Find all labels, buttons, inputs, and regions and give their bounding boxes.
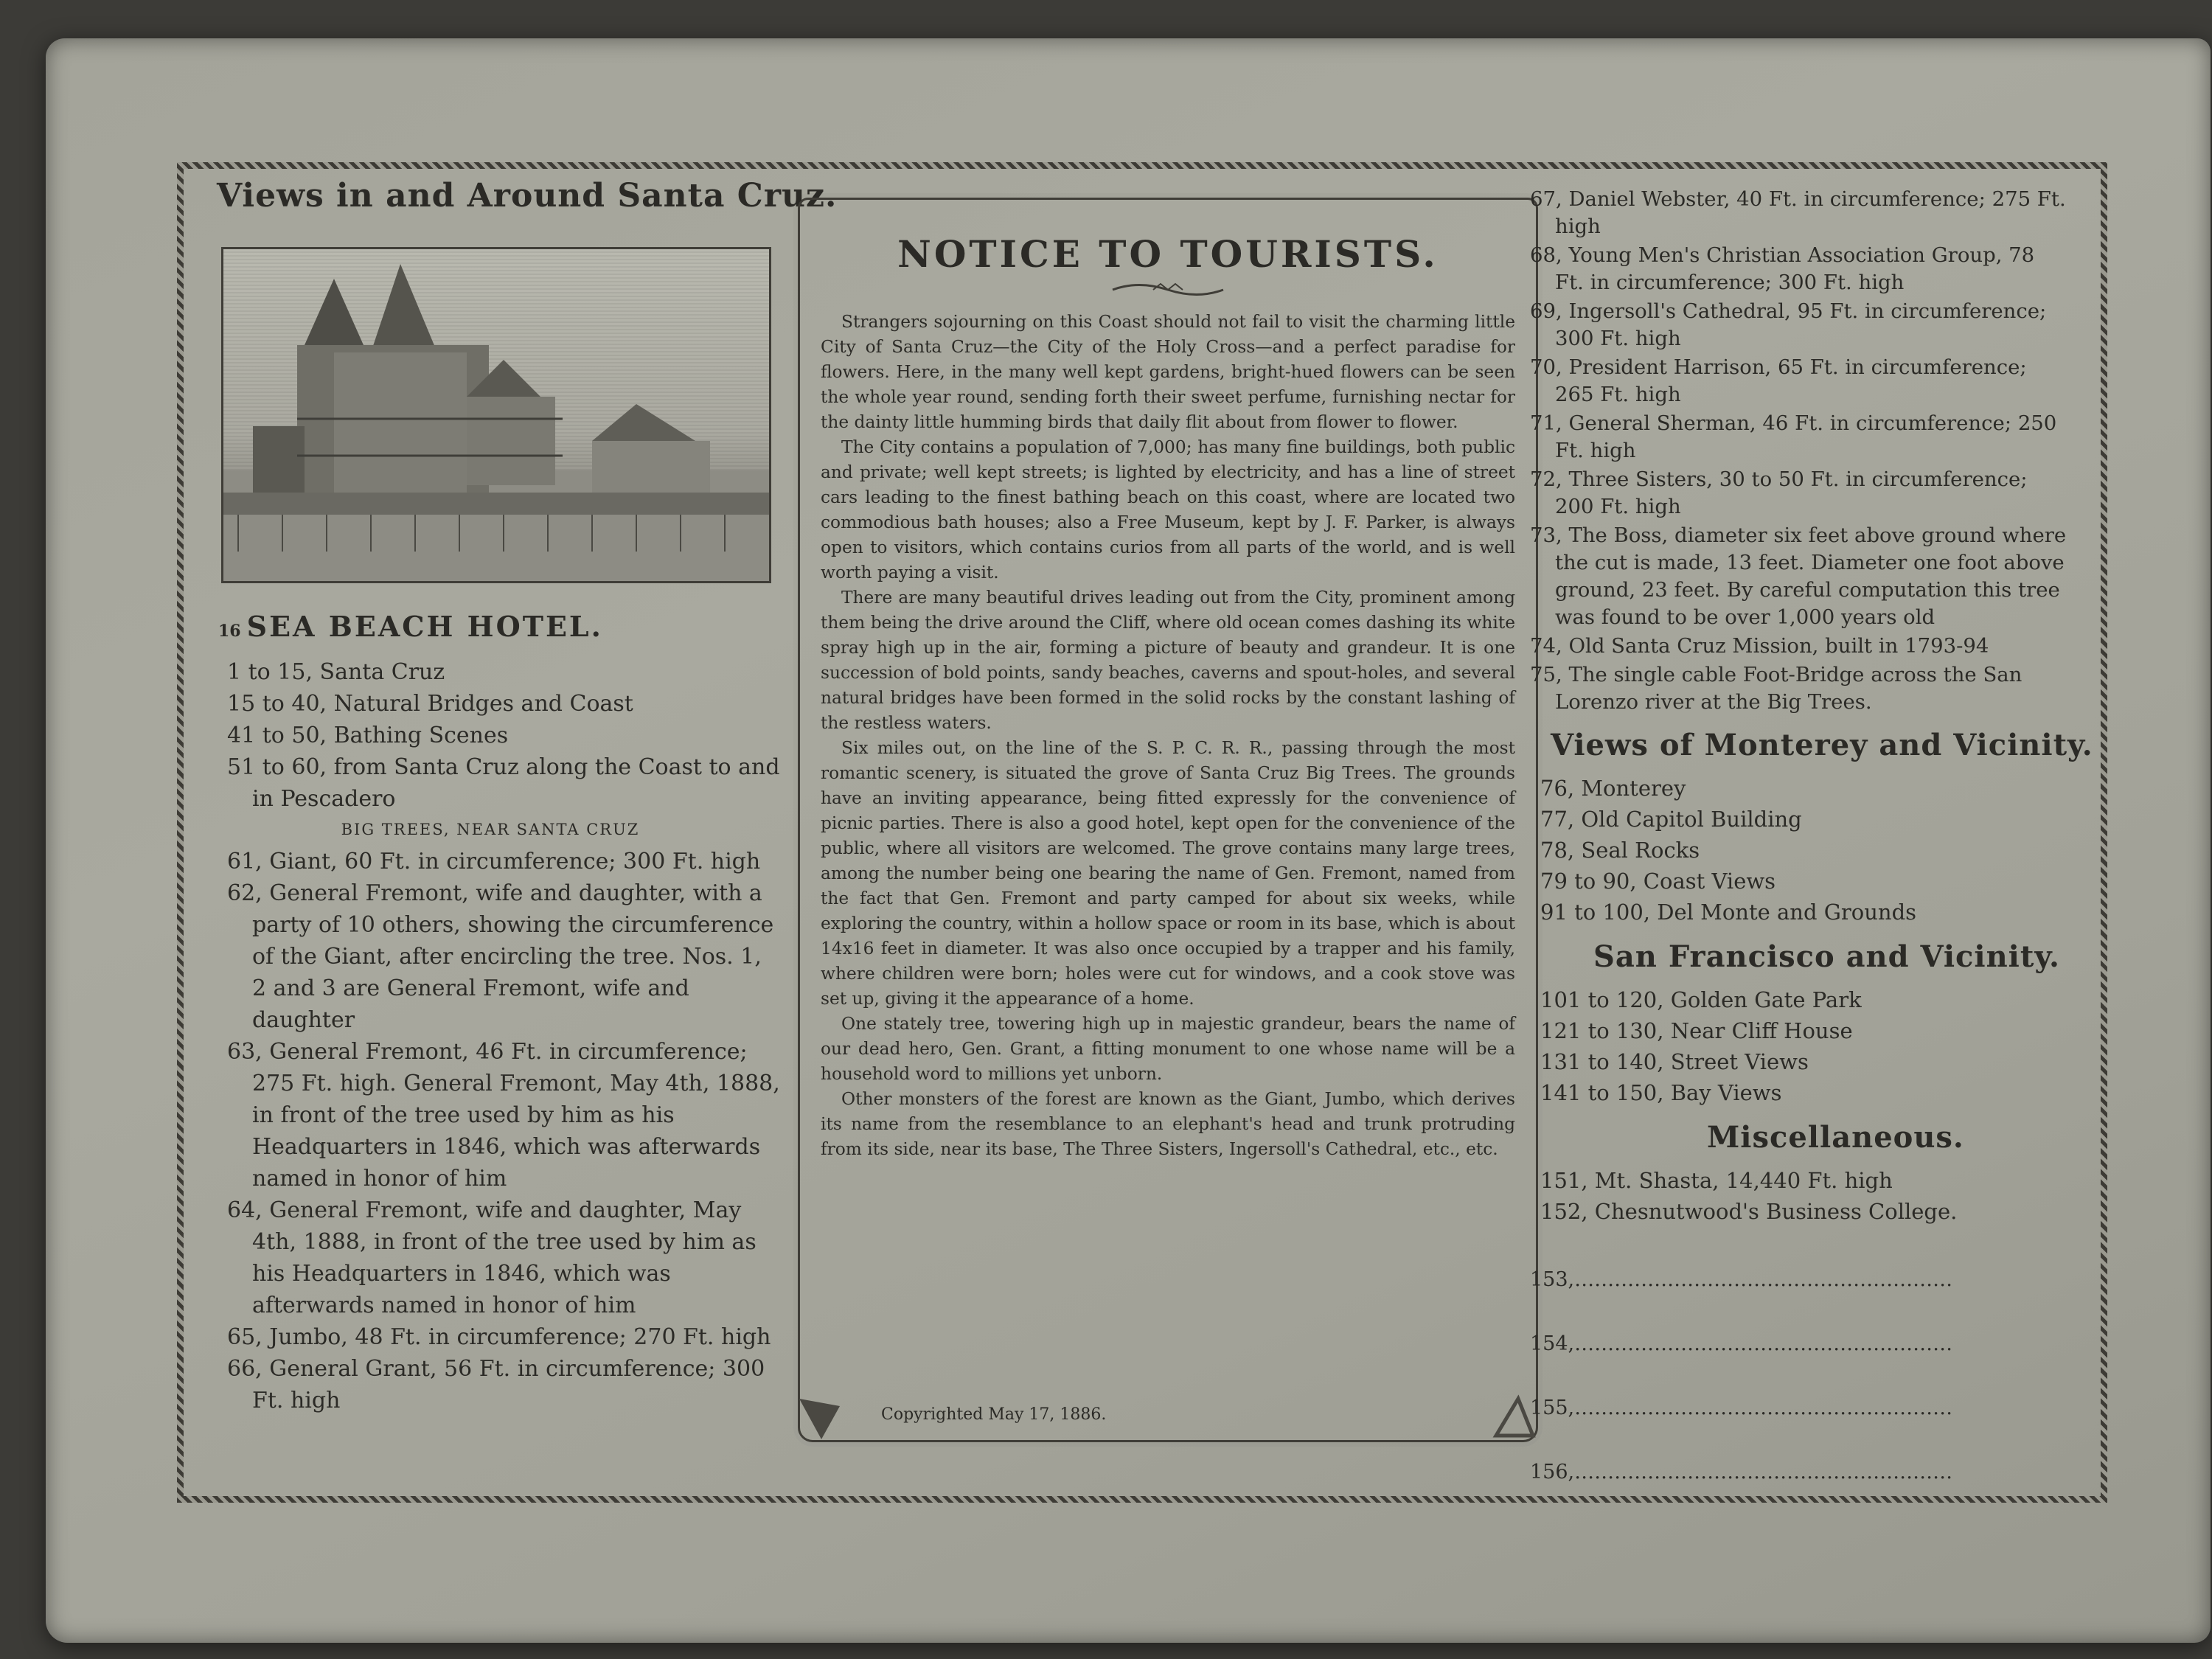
blank-entry-line <box>1530 1461 2068 1484</box>
left-column <box>199 177 838 1416</box>
miscellaneous-section-title: Miscellaneous. <box>1707 1120 1964 1155</box>
list-item: 152, Chesnutwood's Business College. <box>1540 1199 1958 1224</box>
list-item: 79 to 90, Coast Views <box>1540 869 1776 894</box>
notice-paragraph: Other monsters of the forest are known as the Giant, Jumbo, which derives its name from the resemblance to an elephant's head and trunk protruding from its side, near its base, The Three Sisters, Ingersoll's Cathedral, etc., etc. <box>821 1089 1515 1159</box>
notice-paragraph: There are many beautiful drives leading out from the City, prominent among them being the drive around the Cliff, where old ocean comes dashing its white spray high up in the air, forming a picture of beauty and grandeur. It is one succession of bold points, sandy beaches, caverns and spout-holes, and several natural bridges have been formed in the solid rocks by the constant lashing of the restless waters. <box>821 588 1515 733</box>
flourish-ornament-icon <box>1109 280 1227 299</box>
blank-entry-number: 153, <box>1530 1268 1575 1291</box>
list-item: 71, General Sherman, 46 Ft. in circumference; 250 Ft. high <box>1530 411 2057 462</box>
list-item: 141 to 150, Bay Views <box>1540 1080 1782 1105</box>
blank-entry-line <box>1530 1332 2068 1355</box>
list-item: 41 to 50, Bathing Scenes <box>227 723 509 748</box>
corner-ornament-left-icon <box>796 1391 847 1443</box>
list-item: 63, General Fremont, 46 Ft. in circumference; 275 Ft. high. General Fremont, May 4th, 1888, in front of the tree used by him as his Headquarters in 1846, which was afterwards named in honor of him <box>227 1039 780 1192</box>
dotted-leader: ………………………………………………… <box>1574 1332 1953 1355</box>
list-item: 77, Old Capitol Building <box>1540 807 1802 832</box>
dotted-leader: ………………………………………………… <box>1574 1461 1953 1484</box>
list-item: 73, The Boss, diameter six feet above ground where the cut is made, 13 feet. Diameter one foot above ground, 23 feet. By careful computation this tree was found to be over 1,000 years old <box>1530 524 2067 629</box>
list-item: 121 to 130, Near Cliff House <box>1540 1018 1853 1043</box>
notice-paragraph: Strangers sojourning on this Coast should not fail to visit the charming little City of Santa Cruz—the City of the Holy Cross—and a perfect paradise for flowers. Here, in the many well kept gardens, bright-hued flowers can be seen the whole year round, sending forth their sweet perfume, furnishing nectar for the dainty little humming birds that daily flit about from flower to flower. <box>821 312 1515 432</box>
list-item: 72, Three Sisters, 30 to 50 Ft. in circumference; 200 Ft. high <box>1530 467 2028 518</box>
list-item: 65, Jumbo, 48 Ft. in circumference; 270 Ft. high <box>227 1324 771 1350</box>
list-item: 61, Giant, 60 Ft. in circumference; 300 Ft. high <box>227 849 761 874</box>
monterey-section-title: Views of Monterey and Vicinity. <box>1551 728 2093 762</box>
list-item: 74, Old Santa Cruz Mission, built in 1793-94 <box>1530 634 1989 658</box>
blank-entry-line <box>1530 1268 2068 1291</box>
photo-caption-text: SEA BEACH HOTEL. <box>246 610 603 643</box>
sea-beach-hotel-photo <box>221 247 771 583</box>
santa-cruz-views-title: Views in and Around Santa Cruz. <box>217 177 838 215</box>
dotted-leader: ………………………………………………… <box>1574 1268 1953 1291</box>
list-item: 131 to 140, Street Views <box>1540 1049 1809 1074</box>
notice-paragraph: Six miles out, on the line of the S. P. C. R. R., passing through the most romantic scenery, is situated the grove of Santa Cruz Big Trees. The grounds have an inviting appearance, being fitted expressly for the convenience of picnic parties. There is also a good hotel, kept open for the convenience of the public, where all visitors are welcomed. The grove contains many large trees, among the number being one bearing the name of Gen. Fremont, named from the fact that Gen. Fremont and party camped for about six weeks, while exploring the country, within a hollow space or room in its base, which is about 14x16 feet in diameter. It was also once occupied by a trapper and his family, where children were born; holes were cut for windows, and a cook stove was set up, giving it the appearance of a home. <box>821 738 1515 1009</box>
list-item: 76, Monterey <box>1540 776 1686 801</box>
list-item: 1 to 15, Santa Cruz <box>227 659 445 685</box>
list-item: 15 to 40, Natural Bridges and Coast <box>227 691 633 717</box>
blank-entry-number: 155, <box>1530 1397 1575 1419</box>
list-item: 69, Ingersoll's Cathedral, 95 Ft. in circumference; 300 Ft. high <box>1530 299 2047 350</box>
right-column <box>1530 186 2093 1484</box>
list-item: 66, General Grant, 56 Ft. in circumference; 300 Ft. high <box>227 1356 765 1413</box>
list-item: 75, The single cable Foot-Bridge across the San Lorenzo river at the Big Trees. <box>1530 663 2023 714</box>
notice-paragraph: One stately tree, towering high up in majestic grandeur, bears the name of our dead hero, Gen. Grant, a fitting monument to one whose name will be a household word to millions yet unborn. <box>821 1014 1515 1084</box>
list-item: 78, Seal Rocks <box>1540 838 1700 863</box>
list-item: 51 to 60, from Santa Cruz along the Coast to and in Pescadero <box>227 754 780 812</box>
blank-entry-line <box>1530 1397 2068 1419</box>
blank-entry-number: 156, <box>1530 1461 1575 1484</box>
san-francisco-section-title: San Francisco and Vicinity. <box>1593 939 2060 974</box>
photo-caption-number: 16 <box>218 622 241 641</box>
notice-paragraph: The City contains a population of 7,000; has many fine buildings, both public and private; well kept streets; is lighted by electricity, and has a line of street cars leading to the finest bathing beach on this coast, where are located two commodious bath houses; also a Free Museum, kept by J. F. Parker, is always open to visitors, which contains curios from all parts of the world, and is well worth paying a visit. <box>821 437 1515 582</box>
notice-title: NOTICE TO TOURISTS. <box>897 232 1439 276</box>
list-item: 101 to 120, Golden Gate Park <box>1540 987 1862 1012</box>
list-item: 67, Daniel Webster, 40 Ft. in circumference; 275 Ft. high <box>1530 187 2066 238</box>
blank-entry-number: 154, <box>1530 1332 1575 1355</box>
list-item: 64, General Fremont, wife and daughter, May 4th, 1888, in front of the tree used by him as his Headquarters in 1846, which was afterwards named in honor of him <box>227 1197 757 1318</box>
copyright-line: Copyrighted May 17, 1886. <box>881 1405 1107 1424</box>
list-item: 91 to 100, Del Monte and Grounds <box>1540 900 1917 925</box>
list-item: 70, President Harrison, 65 Ft. in circumference; 265 Ft. high <box>1530 355 2027 406</box>
list-item: 68, Young Men's Christian Association Group, 78 Ft. in circumference; 300 Ft. high <box>1530 243 2035 294</box>
list-item: 62, General Fremont, wife and daughter, with a party of 10 others, showing the circumference of the Giant, after encircling the tree. Nos. 1, 2 and 3 are General Fremont, wife and daughter <box>227 880 774 1033</box>
hotel-engraving <box>223 249 769 581</box>
notice-panel <box>798 198 1538 1442</box>
big-trees-subhead: BIG TREES, NEAR SANTA CRUZ <box>341 821 640 838</box>
dotted-leader: ………………………………………………… <box>1574 1397 1953 1419</box>
list-item: 151, Mt. Shasta, 14,440 Ft. high <box>1540 1168 1893 1193</box>
photo-caption <box>218 610 782 643</box>
